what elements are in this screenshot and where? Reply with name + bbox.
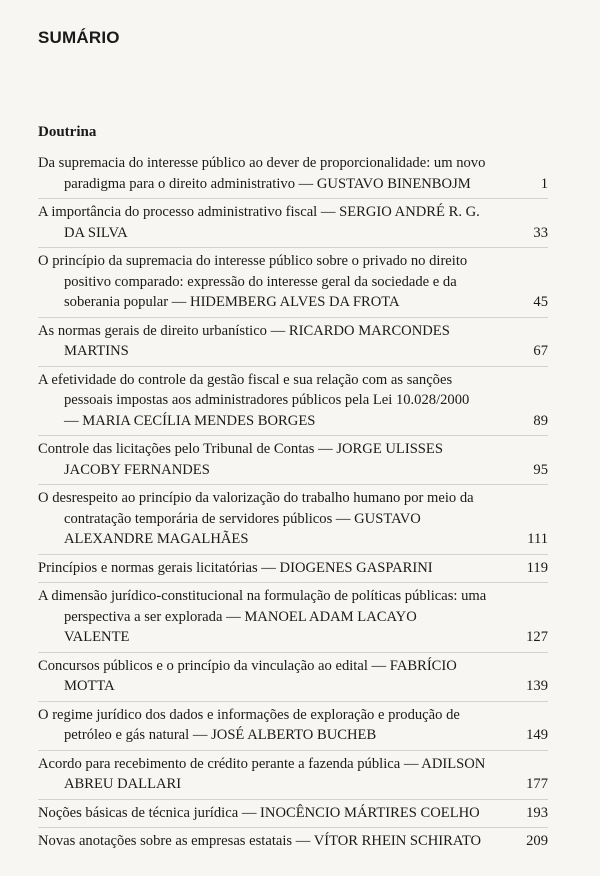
toc-entry — [38, 582, 548, 652]
table-of-contents — [38, 150, 548, 856]
toc-entry-line: Controle das licitações pelo Tribunal de Contas — JORGE ULISSES — [38, 441, 443, 457]
toc-entry-line: O regime jurídico dos dados e informações de exploração e produção de — [38, 706, 460, 723]
toc-entry-line: A importância do processo administrativo fiscal — SERGIO ANDRÉ R. G. — [38, 204, 480, 220]
toc-entry-line: paradigma para o direito administrativo — GUSTAVO BINENBOJM — [64, 175, 471, 192]
section-heading: Doutrina — [38, 124, 97, 140]
toc-entry — [38, 150, 548, 198]
toc-entry-line: ALEXANDRE MAGALHÃES — [64, 531, 249, 547]
toc-entry-page-number: 119 — [526, 559, 548, 576]
toc-entry-line: perspectiva a ser explorada — MANOEL ADAM LACAYO — [64, 608, 417, 625]
toc-entry — [38, 247, 548, 317]
toc-entry-title — [38, 586, 512, 648]
toc-entry-title — [38, 803, 512, 824]
toc-entry — [38, 652, 548, 701]
page-title: SUMÁRIO — [38, 28, 120, 47]
toc-entry-line: A dimensão jurídico-constitucional na formulação de políticas públicas: uma — [38, 588, 487, 604]
toc-entry-line: Noções básicas de técnica jurídica — INOCÊNCIO MÁRTIRES COELHO — [38, 804, 480, 821]
toc-entry-page-number: 209 — [526, 833, 548, 849]
toc-entry — [38, 701, 548, 750]
toc-entry-line: MOTTA — [64, 678, 115, 694]
toc-entry-page-number: 139 — [526, 678, 548, 694]
toc-entry — [38, 198, 548, 247]
toc-entry-line: A efetividade do controle da gestão fiscal e sua relação com as sanções — [38, 371, 453, 388]
toc-entry — [38, 554, 548, 583]
toc-entry-line: — MARIA CECÍLIA MENDES BORGES — [64, 412, 316, 429]
toc-entry-line: positivo comparado: expressão do interesse geral da sociedade e da — [64, 273, 457, 290]
toc-entry-line: Princípios e normas gerais licitatórias — DIOGENES GASPARINI — [38, 559, 433, 576]
toc-entry-line: Acordo para recebimento de crédito perante a fazenda pública — ADILSON — [38, 755, 486, 772]
toc-entry-line: DA SILVA — [64, 224, 128, 241]
toc-entry-line: soberania popular — HIDEMBERG ALVES DA FROTA — [64, 294, 400, 310]
toc-entry-title — [38, 153, 512, 194]
toc-entry-page-number: 193 — [526, 804, 548, 821]
toc-entry-page-number: 149 — [526, 727, 548, 743]
toc-entry — [38, 827, 548, 856]
toc-entry-title — [38, 754, 512, 795]
toc-entry-page-number: 33 — [533, 224, 548, 241]
toc-entry-line: contratação temporária de servidores públicos — GUSTAVO — [64, 510, 421, 527]
toc-entry-page-number: 89 — [533, 412, 548, 429]
toc-entry-title — [38, 202, 512, 243]
toc-entry — [38, 799, 548, 828]
toc-entry — [38, 435, 548, 484]
toc-entry-title — [38, 656, 512, 697]
toc-entry-page-number: 111 — [527, 531, 548, 547]
toc-entry-line: JACOBY FERNANDES — [64, 461, 210, 478]
toc-entry-line: Novas anotações sobre as empresas estatais — VÍTOR RHEIN SCHIRATO — [38, 833, 482, 849]
toc-entry-line: VALENTE — [64, 629, 130, 645]
toc-entry-title — [38, 558, 512, 579]
toc-entry — [38, 317, 548, 366]
toc-entry-line: ABREU DALLARI — [64, 776, 182, 792]
toc-entry-line: petróleo e gás natural — JOSÉ ALBERTO BUCHEB — [64, 727, 377, 743]
toc-entry-title — [38, 251, 512, 313]
toc-entry-line: Concursos públicos e o princípio da vinculação ao edital — FABRÍCIO — [38, 657, 457, 674]
toc-entry-page-number: 177 — [526, 776, 548, 792]
toc-entry — [38, 366, 548, 436]
toc-entry-title — [38, 488, 512, 550]
toc-entry-page-number: 127 — [526, 629, 548, 645]
toc-entry-page-number: 45 — [533, 294, 548, 310]
toc-entry-line: Da supremacia do interesse público ao dever de proporcionalidade: um novo — [38, 155, 486, 171]
toc-entry — [38, 750, 548, 799]
toc-entry-line: O princípio da supremacia do interesse público sobre o privado no direito — [38, 253, 468, 269]
toc-entry-title — [38, 321, 512, 362]
toc-entry-line: O desrespeito ao princípio da valorização do trabalho humano por meio da — [38, 490, 474, 506]
toc-entry-line: MARTINS — [64, 343, 129, 359]
toc-entry-line: As normas gerais de direito urbanístico — RICARDO MARCONDES — [38, 322, 450, 339]
toc-entry-page-number: 1 — [540, 175, 548, 192]
toc-entry-title — [38, 370, 512, 432]
toc-entry-title — [38, 831, 512, 852]
toc-entry-page-number: 95 — [533, 461, 548, 478]
toc-entry-title — [38, 705, 512, 746]
toc-entry-title — [38, 439, 512, 480]
toc-entry — [38, 484, 548, 554]
toc-entry-page-number: 67 — [533, 343, 548, 359]
toc-entry-line: pessoais impostas aos administradores públicos pela Lei 10.028/2000 — [64, 392, 470, 408]
